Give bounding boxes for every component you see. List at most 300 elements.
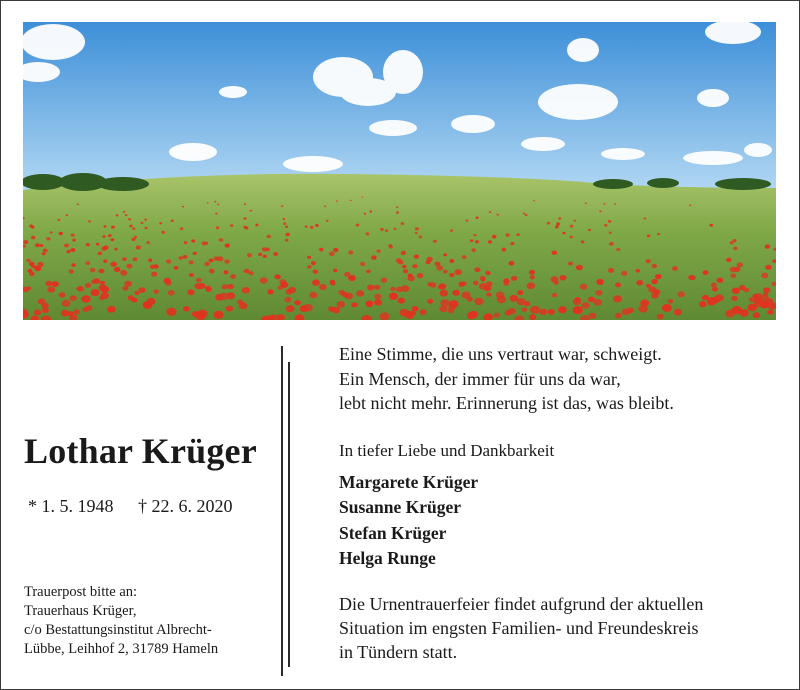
poppy-flower — [390, 287, 396, 291]
poppy-flower — [207, 202, 209, 203]
poppy-flower — [174, 266, 179, 270]
poppy-flower — [763, 287, 770, 293]
poppy-flower — [226, 292, 235, 299]
poppy-flower — [466, 220, 469, 222]
poppy-flower — [101, 292, 109, 299]
poppy-flower — [449, 259, 454, 263]
poppy-flower — [427, 299, 433, 304]
poppy-flower — [66, 250, 70, 253]
poppy-flower — [396, 206, 398, 208]
poppy-flower — [689, 204, 691, 206]
poppy-flower — [285, 239, 289, 242]
poppy-flower — [599, 210, 601, 212]
poppy-flower — [462, 255, 467, 259]
poem-line: lebt nicht mehr. Erinnerung ist das, was bleibt. — [339, 393, 674, 413]
column-divider-inner — [288, 362, 290, 667]
poppy-flower — [225, 244, 230, 248]
poppy-flower — [189, 273, 194, 277]
poppy-flower — [385, 229, 388, 232]
poppy-flower — [647, 234, 651, 237]
poppy-flower — [394, 228, 397, 230]
poppy-flower — [367, 301, 373, 306]
poppy-flower — [337, 301, 345, 308]
poppy-flower — [59, 292, 66, 297]
poppy-flower — [450, 229, 453, 232]
poppy-flower — [365, 232, 369, 235]
poppy-flower — [214, 201, 216, 203]
poppy-flower — [699, 301, 707, 307]
ceremony-line: in Tündern statt. — [339, 641, 458, 662]
poppy-flower — [471, 248, 476, 252]
poppy-flower — [677, 291, 685, 297]
poppy-flower — [688, 275, 694, 280]
poppy-flower — [371, 255, 377, 259]
poppy-flower — [304, 304, 313, 312]
poppy-flower — [305, 225, 308, 227]
poppy-flower — [517, 290, 523, 295]
poppy-flower — [141, 222, 144, 224]
poppy-flower — [596, 279, 604, 285]
poppy-flower — [614, 203, 616, 205]
poppy-flower — [527, 282, 535, 289]
poppy-flower — [588, 229, 591, 231]
poppy-flower — [573, 299, 581, 306]
poppy-flower — [226, 306, 234, 312]
poppy-flower — [374, 285, 380, 290]
poppy-flower — [449, 300, 459, 308]
poppy-flower — [217, 204, 219, 206]
mail-line: Trauerhaus Krüger, — [24, 603, 137, 619]
poppy-flower — [474, 234, 477, 236]
poppy-flower — [283, 222, 286, 225]
poppy-flower — [202, 241, 207, 245]
poppy-flower — [86, 305, 93, 310]
poppy-flower — [725, 310, 735, 318]
poppy-flower — [608, 220, 611, 223]
poppy-flower — [486, 292, 492, 296]
poppy-flower — [438, 283, 446, 289]
poppy-flower — [589, 313, 597, 319]
poppy-flower — [730, 241, 734, 244]
poppy-flower — [258, 253, 262, 256]
poppy-flower — [417, 273, 424, 278]
poppy-flower — [145, 227, 148, 229]
poppy-flower — [222, 284, 228, 289]
poppy-flower — [214, 311, 224, 319]
poppy-flower — [168, 290, 175, 296]
poppy-flower — [609, 242, 614, 246]
poppy-flower — [412, 264, 417, 268]
poppy-flower — [315, 224, 319, 227]
poppy-flower — [488, 240, 492, 243]
poppy-flower — [652, 264, 657, 268]
poppy-flower — [224, 259, 230, 263]
poppy-flower — [284, 297, 291, 303]
poppy-flower — [415, 227, 419, 230]
poppy-flower — [151, 272, 157, 277]
poppy-flower — [111, 226, 115, 229]
poppy-flower — [440, 290, 448, 297]
poppy-flower — [712, 287, 718, 292]
poppy-flower — [69, 269, 75, 273]
poppy-flower — [123, 211, 125, 213]
poppy-flower — [458, 282, 464, 287]
poppy-flower — [492, 235, 497, 239]
poppy-flower — [730, 273, 736, 278]
poppy-flower — [674, 309, 682, 316]
poppy-flower — [230, 224, 233, 227]
poppy-flower — [107, 306, 116, 313]
poppy-flower — [398, 298, 405, 304]
poppy-flower — [166, 259, 171, 263]
poppy-flower — [396, 212, 398, 214]
poppy-flower — [547, 222, 550, 225]
poppy-flower — [765, 244, 770, 248]
poppy-flower — [475, 240, 479, 243]
poppy-flower — [328, 306, 334, 311]
poppy-flower — [505, 233, 509, 237]
poppy-flower — [286, 305, 295, 312]
poppy-flower — [51, 281, 58, 287]
poppy-flower — [410, 311, 416, 316]
poppy-flower — [43, 249, 48, 253]
poppy-flower — [485, 271, 490, 275]
poppy-flower — [408, 274, 413, 278]
poppy-flower — [108, 234, 112, 237]
poppy-flower — [703, 270, 709, 275]
poppy-flower — [319, 248, 324, 252]
poppy-flower — [430, 282, 437, 287]
poppy-flower — [364, 213, 366, 215]
poppy-flower — [381, 278, 388, 283]
poppy-flower — [414, 255, 419, 259]
poppy-flower — [100, 281, 105, 285]
poppy-flower — [580, 284, 588, 290]
poppy-flower — [558, 217, 561, 219]
poppy-flower — [247, 253, 252, 257]
poppy-flower — [34, 266, 39, 270]
poppy-flower — [608, 268, 614, 273]
poppy-flower — [452, 290, 460, 296]
poppy-flower — [47, 287, 55, 293]
poppy-flower — [72, 239, 76, 242]
poppy-flower — [85, 261, 90, 265]
poppy-flower — [76, 287, 81, 291]
poppy-flower — [230, 274, 236, 279]
poppy-flower — [29, 225, 33, 228]
poppy-flower — [171, 220, 174, 223]
poppy-flower — [70, 295, 77, 301]
poppy-flower — [360, 262, 365, 266]
poppy-flower — [116, 214, 119, 216]
poppy-flower — [646, 259, 651, 263]
poppy-flower — [187, 289, 194, 295]
poppy-flower — [134, 236, 137, 239]
poppy-flower — [521, 307, 527, 312]
poppy-flower — [717, 278, 724, 283]
poppy-field-photo — [23, 22, 776, 320]
poppy-flower — [34, 310, 42, 316]
poppy-flower — [737, 262, 743, 267]
poppy-flower — [342, 292, 349, 297]
poppy-flower — [266, 248, 271, 252]
poppy-flower — [182, 206, 184, 208]
poppy-flower — [529, 314, 536, 320]
mail-address-block — [24, 583, 218, 659]
poppy-flower — [120, 270, 127, 276]
poppy-flower — [110, 238, 114, 241]
life-dates — [28, 496, 233, 517]
poppy-flower — [281, 205, 283, 207]
poppy-flower — [739, 309, 748, 317]
poppy-flower — [71, 234, 75, 237]
poppy-flower — [761, 273, 768, 279]
poppy-flower — [344, 272, 351, 277]
poppy-flower — [511, 276, 517, 281]
poppy-flower — [401, 222, 405, 225]
poppy-flower — [274, 274, 280, 279]
poppy-flower — [96, 243, 100, 246]
poppy-flower — [388, 244, 392, 247]
poppy-flower — [504, 282, 509, 286]
poppy-flower — [585, 202, 587, 204]
poppy-flower — [702, 295, 709, 301]
poppy-flower — [136, 245, 141, 249]
poppy-flower — [31, 236, 36, 240]
poppy-flower — [489, 211, 491, 213]
poppy-flower — [333, 248, 338, 252]
poppy-flower — [146, 241, 150, 244]
poppy-flower — [50, 231, 53, 233]
poppy-flower — [114, 248, 118, 251]
mail-line: Lübbe, Leihhof 2, 31789 Hameln — [24, 641, 219, 657]
poppy-flower — [250, 210, 253, 212]
poppy-flower — [497, 296, 506, 304]
poppy-flower — [505, 310, 512, 315]
poppy-flower — [732, 288, 740, 294]
poppy-flower — [560, 275, 567, 281]
poppy-flower — [283, 218, 286, 220]
poppy-flower — [81, 295, 90, 303]
poppy-flower — [178, 256, 183, 260]
poem-line: Ein Mensch, der immer für uns da war, — [339, 368, 621, 389]
poppy-flower — [380, 228, 384, 231]
poppy-flower — [655, 274, 662, 279]
poppy-flower — [103, 225, 106, 227]
poppy-flower — [726, 258, 731, 262]
poppy-flower — [124, 281, 132, 287]
poppy-flower — [449, 273, 454, 277]
poppy-flower — [193, 252, 197, 255]
poppy-flower — [103, 260, 107, 263]
poppy-flower — [99, 269, 105, 274]
poppy-flower — [709, 224, 713, 227]
poppy-flower — [319, 284, 327, 290]
poppy-flower — [144, 219, 147, 221]
poppy-flower — [473, 281, 479, 286]
poppy-flower — [476, 217, 479, 219]
poppy-flower — [530, 306, 540, 314]
poppy-flower — [539, 309, 547, 315]
poppy-flower — [412, 306, 419, 311]
poppy-flower — [657, 233, 660, 235]
poppy-flower — [133, 257, 138, 261]
poppy-flower — [552, 293, 557, 297]
poppy-flower — [128, 218, 131, 220]
poppy-flower — [588, 297, 595, 303]
poppy-flower — [126, 264, 132, 269]
poppy-flower — [479, 283, 487, 290]
mourner-name: Helga Runge — [339, 548, 436, 568]
poppy-flower — [651, 293, 659, 299]
poppy-flower — [189, 260, 194, 264]
poppy-flower — [243, 226, 247, 229]
poppy-flower — [132, 227, 135, 230]
poppy-flower — [329, 251, 335, 256]
poppy-flower — [312, 279, 320, 285]
poppy-flower — [180, 227, 183, 230]
poppy-flower — [604, 203, 606, 205]
poppy-flower — [494, 313, 500, 318]
poppy-flower — [401, 251, 406, 255]
poppy-flower — [45, 281, 52, 286]
poppy-flower — [374, 294, 381, 300]
poppy-flower — [711, 283, 717, 288]
poppy-flower — [511, 242, 515, 245]
poppy-flower — [548, 309, 555, 315]
poppy-flower — [99, 284, 108, 291]
poppy-flower — [573, 306, 583, 314]
poppy-flower — [143, 301, 153, 309]
poppy-flower — [480, 276, 486, 281]
poppy-flower — [166, 308, 176, 316]
poppy-flower — [615, 313, 622, 318]
poppy-flower — [59, 232, 63, 235]
poppy-flower — [667, 299, 673, 304]
poppy-flower — [576, 265, 583, 271]
poppy-flower — [266, 235, 271, 239]
poppy-flower — [307, 256, 311, 259]
poppy-flower — [42, 307, 49, 313]
poppy-flower — [707, 299, 716, 306]
poppy-flower — [436, 265, 443, 270]
poppy-flower — [46, 237, 50, 240]
deceased-name: Lothar Krüger — [24, 431, 257, 471]
ceremony-line: Die Urnentrauerfeier findet aufgrund der aktuellen — [339, 593, 704, 614]
mail-line: Trauerpost bitte an: — [24, 584, 138, 600]
poppy-flower — [443, 270, 448, 274]
poppy-flower — [206, 287, 212, 292]
poppy-flower — [402, 265, 407, 269]
poppy-flower — [433, 240, 437, 243]
poppy-flower — [97, 252, 102, 256]
poppy-flower — [267, 289, 274, 294]
poppy-flower — [419, 309, 426, 315]
poppy-flower — [273, 252, 278, 256]
poppy-flower — [474, 298, 483, 305]
poppy-flower — [767, 310, 773, 315]
poppy-flower — [419, 235, 423, 238]
poppy-flower — [285, 226, 288, 229]
mourner-name: Stefan Krüger — [339, 522, 447, 543]
poppy-flower — [311, 261, 316, 265]
poppy-flower — [367, 285, 374, 291]
poppy-flower — [554, 281, 559, 285]
poppy-flower — [209, 269, 215, 274]
poppy-flower — [558, 306, 567, 313]
poppy-flower — [26, 259, 31, 263]
poppy-flower — [399, 309, 409, 317]
poppy-flower — [93, 278, 100, 284]
poppy-flower — [183, 306, 190, 311]
poppy-flower — [356, 224, 360, 227]
poppy-flower — [651, 279, 658, 284]
poppy-flower — [594, 299, 603, 306]
poppy-flower — [71, 263, 76, 267]
mourner-name: Susanne Krüger — [339, 497, 462, 517]
poppy-flower — [574, 220, 577, 222]
poppy-flower — [204, 262, 209, 266]
mourners-list — [339, 470, 779, 572]
poppy-flower — [35, 243, 40, 247]
poppy-flower — [153, 264, 159, 268]
poppy-flower — [760, 301, 770, 309]
poppy-flower — [125, 214, 128, 216]
text-column — [339, 342, 779, 664]
poppy-flower — [621, 271, 627, 276]
poppy-flower — [191, 239, 195, 242]
poppy-flower — [533, 200, 535, 201]
poem — [339, 342, 779, 416]
poppy-flower — [122, 257, 127, 261]
poppy-flower — [237, 300, 243, 305]
poppy-flower — [330, 281, 335, 285]
poppy-flower — [530, 275, 535, 279]
poppy-flower — [474, 267, 480, 272]
poppy-flower — [604, 224, 607, 227]
poppy-flower — [765, 265, 771, 270]
poppy-flower — [351, 302, 357, 307]
poppy-flower — [61, 310, 69, 317]
poppy-flower — [215, 213, 218, 215]
poppy-flower — [333, 269, 337, 273]
poppy-flower — [64, 244, 69, 248]
poppy-flower — [244, 203, 246, 205]
poppy-flower — [194, 283, 202, 289]
poppy-flower — [366, 270, 371, 274]
poppy-flower — [731, 296, 738, 301]
poppy-flower — [66, 214, 69, 216]
poppy-flower — [609, 232, 612, 234]
poppy-flower — [403, 269, 408, 273]
poppy-flower — [85, 283, 91, 288]
poppy-flower — [102, 235, 105, 238]
poppy-flower — [244, 269, 250, 274]
poppy-flower — [374, 299, 382, 305]
poppy-flower — [640, 299, 649, 306]
ceremony-notice — [339, 592, 779, 664]
poppy-flower — [134, 291, 139, 295]
poppy-flower — [77, 204, 79, 206]
poppy-flower — [581, 240, 585, 243]
poppy-flower — [216, 226, 220, 229]
poppy-flower — [129, 225, 133, 228]
poem-line: Eine Stimme, die uns vertraut war, schweigt. — [339, 344, 662, 364]
mourner-name: Margarete Krüger — [339, 471, 479, 492]
poppy-flower — [744, 288, 750, 293]
poppy-flower — [350, 200, 352, 201]
poppy-flower — [443, 253, 447, 256]
